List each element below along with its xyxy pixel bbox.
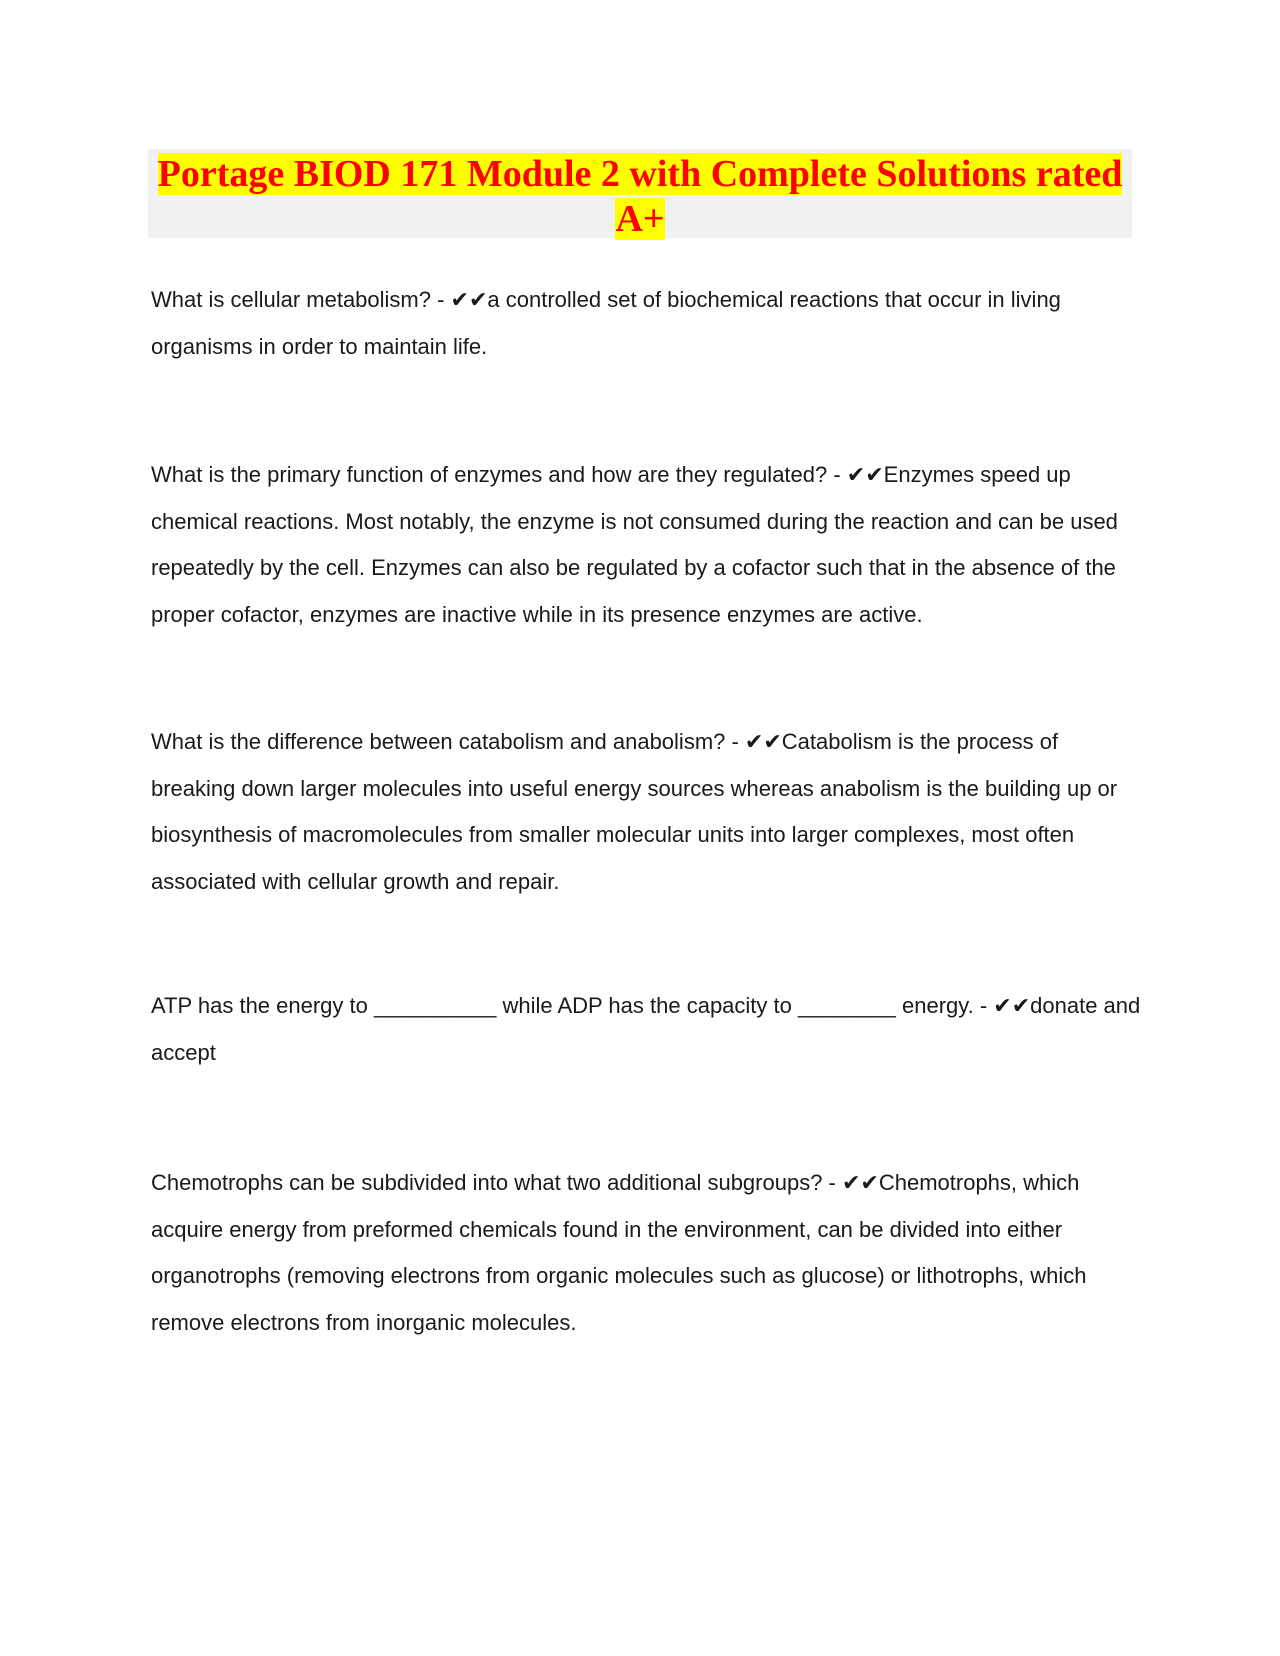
- page-title: [148, 149, 1132, 242]
- title-banner: [148, 149, 1132, 238]
- qa-entry-catabolism-anabolism: What is the difference between catabolism and anabolism? - ✔✔Catabolism is the process of breaking down larger molecules into useful energy sources whereas anabolism is the building up or biosynthesis of macromolecules from smaller molecular units into larger complexes, most often associated with cellular growth and repair.: [151, 729, 1118, 894]
- title-highlight: Portage BIOD 171 Module 2 with Complete Solutions rated A+: [157, 153, 1123, 240]
- qa-entry-atp-adp: ATP has the energy to __________ while ADP has the capacity to ________ energy. - ✔✔donate and accept: [151, 993, 1141, 1065]
- qa-entry-enzymes: What is the primary function of enzymes and how are they regulated? - ✔✔Enzymes speed up chemical reactions. Most notably, the enzyme is not consumed during the reaction and can be used repeatedly by the cell. Enzymes can also be regulated by a cofactor such that in the absence of the proper cofactor, enzymes are inactive while in its presence enzymes are active.: [151, 462, 1118, 627]
- qa-entry-chemotrophs: Chemotrophs can be subdivided into what two additional subgroups? - ✔✔Chemotrophs, which acquire energy from preformed chemicals found in the environment, can be divided into either organotrophs (removing electrons from organic molecules such as glucose) or lithotrophs, which remove electrons from inorganic molecules.: [151, 1170, 1087, 1335]
- qa-entry-cellular-metabolism: What is cellular metabolism? - ✔✔a controlled set of biochemical reactions that occur in living organisms in order to maintain life.: [151, 287, 1061, 359]
